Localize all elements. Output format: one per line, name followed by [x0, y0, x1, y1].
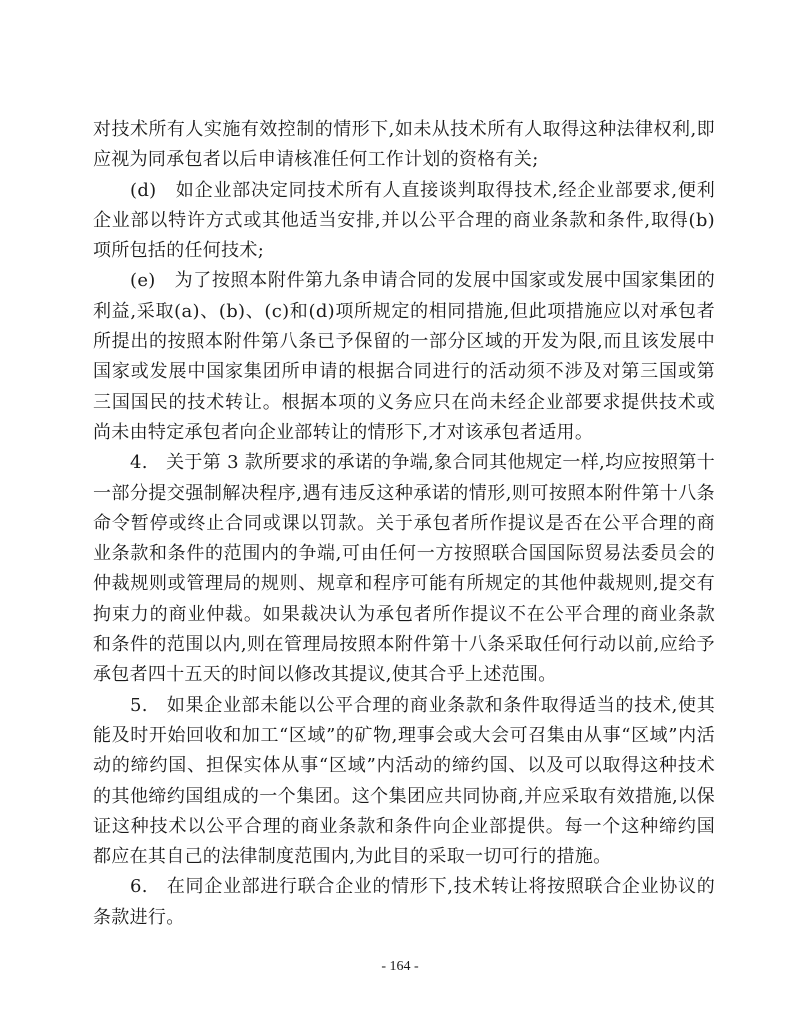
paragraph-6: 6. 在同企业部进行联合企业的情形下,技术转让将按照联合企业协议的条款进行。: [93, 876, 715, 928]
document-body: [93, 115, 715, 933]
page-number: - 164 -: [381, 959, 419, 974]
paragraph-5: 5. 如果企业部未能以公平合理的商业条款和条件取得适当的技术,使其能及时开始回收和加工“区域”的矿物,理事会或大会可召集由从事“区域”内活动的缔约国、担保实体从事“区域”内活动的缔约国、以及可以取得这种技术的其他缔约国组成的一个集团。这个集团应共同协商,并应采取有效措施,以保证这种技术以公平合理的商业条款和条件向企业部提供。每一个这种缔约国都应在其自己的法律制度范围内,为此目的采取一切可行的措施。: [93, 694, 715, 868]
paragraph-continuation: 对技术所有人实施有效控制的情形下,如未从技术所有人取得这种法律权利,即应视为同承包者以后申请核准任何工作计划的资格有关;: [93, 119, 715, 171]
paragraph-item-d: (d) 如企业部决定同技术所有人直接谈判取得技术,经企业部要求,便利企业部以特许方式或其他适当安排,并以公平合理的商业条款和条件,取得(b)项所包括的任何技术;: [93, 179, 715, 262]
paragraph-item-e: (e) 为了按照本附件第九条申请合同的发展中国家或发展中国家集团的利益,采取(a)、(b)、(c)和(d)项所规定的相同措施,但此项措施应以对承包者所提出的按照本附件第八条已予保留的一部分区域的开发为限,而且该发展中国家或发展中国家集团所申请的根据合同进行的活动须不涉及对第三国或第三国国民的技术转让。根据本项的义务应只在尚未经企业部要求提供技术或尚未由特定承包者向企业部转让的情形下,才对该承包者适用。: [93, 270, 715, 443]
paragraph-4: 4. 关于第 3 款所要求的承诺的争端,象合同其他规定一样,均应按照第十一部分提交强制解决程序,遇有违反这种承诺的情形,则可按照本附件第十八条命令暂停或终止合同或课以罚款。关于承包者所作提议是否在公平合理的商业条款和条件的范围内的争端,可由任何一方按照联合国国际贸易法委员会的仲裁规则或管理局的规则、规章和程序可能有所规定的其他仲裁规则,提交有拘束力的商业仲裁。如果裁决认为承包者所作提议不在公平合理的商业条款和条件的范围以内,则在管理局按照本附件第十八条采取任何行动以前,应给予承包者四十五天的时间以修改其提议,使其合乎上述范围。: [93, 452, 715, 686]
